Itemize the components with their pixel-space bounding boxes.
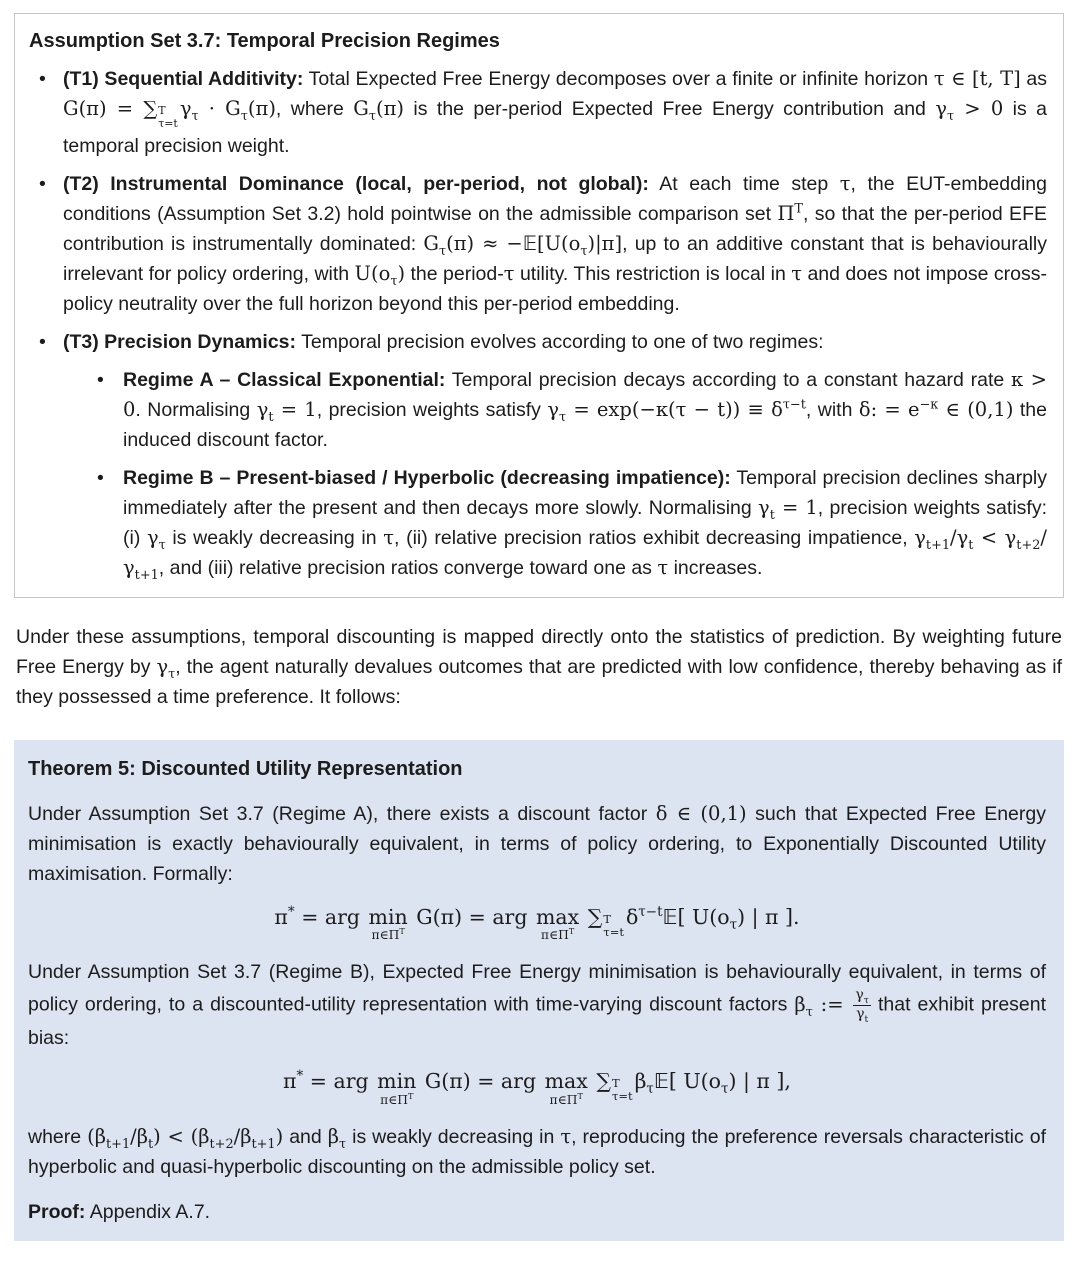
- document-page: [14, 13, 1064, 1241]
- assumption-subitem-regime-a: [29, 365, 1047, 455]
- assumption-item-t2: [29, 169, 1047, 319]
- bullet-icon: •: [39, 68, 46, 90]
- assumption-box: [14, 13, 1064, 598]
- bullet-icon: •: [39, 330, 46, 353]
- theorem-box: [14, 740, 1064, 1241]
- theorem-paragraph-regime-a: Under Assumption Set 3.7 (Regime A), there exists a discount factor δ ∈ (0,1) such that Expected Free Energy minimisation is exactly behaviourally equivalent, in terms of policy ordering, to Exponentially Discounted Utility maximisation. Formally:: [28, 801, 1046, 885]
- theorem-title: Theorem 5: Discounted Utility Representation: [28, 757, 463, 780]
- assumption-item-text: (T2) Instrumental Dominance (local, per-period, not global): At each time step τ, the EUT-embedding conditions (Assumption Set 3.2) hold pointwise on the admissible comparison set $\Pi^T$, so that the per-period EFE contribution is instrumentally dominated: $G_\tau(\pi)$ ≈ $-𝔼[U(o_\tau)|\pi]$, up to an additive constant that is behaviourally irrelevant for policy ordering, with $U(o_\tau)$ the period-τ utility. This restriction is local in τ and does not impose cross-policy neutrality over the full horizon beyond this per-period embedding.: [63, 171, 1048, 315]
- theorem-formula-hyperbolic: π* = arg min $\pi\in\Pi^T$ G(π) = arg max $\pi\in\Pi^T$ ∑ T τ=t $\beta_\tau 𝔼$[ $U(o_\tau)$ | π ],: [283, 1068, 791, 1107]
- bullet-icon: •: [97, 466, 104, 489]
- theorem-paragraph-regime-b: Under Assumption Set 3.7 (Regime B), Expected Free Energy minimisation is behaviourally equivalent, in terms of policy ordering, to a discounted-utility representation with time-varying discount factors $\beta_\tau$ := $\frac{\gamma_\tau}{\gamma_t}$ that exhibit present bias:: [28, 961, 1047, 1050]
- assumption-item-text: (T3) Precision Dynamics: Temporal precision evolves according to one of two regimes:: [63, 330, 824, 353]
- assumption-item-t1: [29, 64, 1047, 161]
- theorem-paragraph-where: where $(\beta_{t+1}/\beta_t) < (\beta_{t+2}/\beta_{t+1})$ and $\beta_\tau$ is weakly decreasing in τ, reproducing the preference reversals characteristic of hyperbolic and quasi-hyperbolic discounting on the admissible policy set.: [28, 1124, 1046, 1178]
- assumption-item-text: Regime B – Present-biased / Hyperbolic (decreasing impatience): Temporal precision declines sharply immediately after the present and then decays more slowly. Normalising $\gamma_t = 1$, precision weights satisfy: (i) $\gamma_\tau$ is weakly decreasing in τ, (ii) relative precision ratios exhibit decreasing impatience, $\gamma_{t+1}/\gamma_t < \gamma_{t+2}/\gamma_{t+1}$, and (iii) relative precision ratios converge toward one as τ increases.: [123, 466, 1047, 583]
- bullet-icon: •: [97, 368, 104, 391]
- theorem-formula-exponential: π* = arg min $\pi\in\Pi^T$ G(π) = arg max $\pi\in\Pi^T$ ∑ T τ=t $\delta^{\tau-t}𝔼$[ $U(o_\tau)$ | π ].: [274, 903, 800, 943]
- bullet-icon: •: [39, 172, 46, 195]
- assumption-subitem-regime-b: [29, 463, 1047, 583]
- assumption-item-t3: [29, 327, 1047, 357]
- assumption-item-text: (T1) Sequential Additivity: Total Expected Free Energy decomposes over a finite or infinite horizon τ ∈ [t, T] as G(π) = ∑ T τ=t $\gamma_\tau \cdot G_\tau(\pi)$, where $G_\tau(\pi)$ is the per-period Expected Free Energy contribution and $\gamma_\tau > 0$ is a temporal precision weight.: [63, 67, 1048, 157]
- assumption-box-title: Assumption Set 3.7: Temporal Precision Regimes: [29, 30, 500, 52]
- assumption-item-text: Regime A – Classical Exponential: Temporal precision decays according to a constant hazard rate κ > 0. Normalising $\gamma_t = 1$, precision weights satisfy $\gamma_\tau = \exp(-\kappa(\tau - t)) \equiv \delta^{\tau-t}$, with δ: = $e^{-\kappa}$ ∈ (0,1) the induced discount factor.: [123, 367, 1047, 451]
- theorem-proof-reference: Proof: Appendix A.7.: [28, 1200, 211, 1223]
- body-paragraph: Under these assumptions, temporal discounting is mapped directly onto the statistics of prediction. By weighting future Free Energy by $\gamma_\tau$, the agent naturally devalues outcomes that are predicted with low confidence, thereby behaving as if they possessed a time preference. It follows:: [16, 625, 1062, 708]
